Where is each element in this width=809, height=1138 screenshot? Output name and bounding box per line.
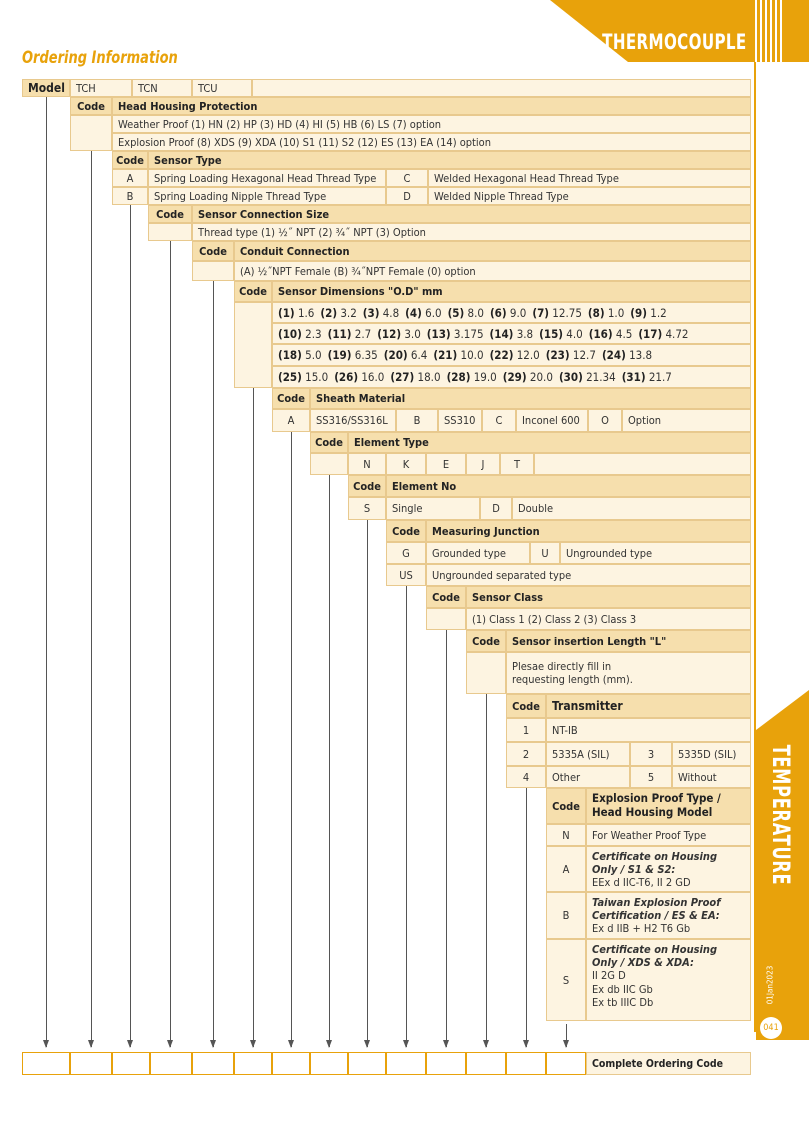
dimension-option: [638, 327, 688, 341]
dimension-value: 6.35: [351, 348, 378, 362]
dimensions-row: [272, 323, 751, 344]
option-label: Ungrounded type: [560, 542, 751, 564]
dimensions-title: Sensor Dimensions "O.D" mm: [272, 281, 751, 302]
dimension-value: 19.0: [470, 370, 497, 384]
blank-cell: [534, 453, 751, 475]
dimension-code: (7): [532, 305, 549, 320]
code-box[interactable]: [546, 1052, 586, 1075]
option-code: 5: [630, 766, 672, 788]
option-code: 3: [630, 742, 672, 766]
dimension-code: (10): [278, 326, 302, 341]
dimension-option: [503, 370, 553, 384]
banner-stripes: [755, 0, 785, 62]
dimension-option: [278, 306, 314, 320]
option-label: Spring Loading Hexagonal Head Thread Type: [148, 169, 386, 187]
sheath-title: Sheath Material: [310, 388, 751, 409]
dimension-option: [539, 327, 583, 341]
dimension-code: (14): [489, 326, 514, 341]
option-code: B: [112, 187, 148, 205]
dimension-value: 12.0: [513, 348, 540, 362]
model-option: TCN: [132, 79, 192, 97]
dimension-option: [328, 327, 372, 341]
option-detail: [586, 846, 751, 892]
dimension-value: 3.0: [401, 326, 421, 341]
blank-cell: [310, 453, 348, 475]
option-label: Grounded type: [426, 542, 530, 564]
down-arrow: [253, 388, 254, 1047]
dimension-code: (6): [489, 305, 507, 320]
right-divider: [754, 62, 756, 1032]
code-box[interactable]: [70, 1052, 112, 1075]
code-box[interactable]: [466, 1052, 506, 1075]
code-box[interactable]: [112, 1052, 150, 1075]
sensor-class-title: Sensor Class: [466, 586, 751, 608]
code-header: Code: [426, 586, 466, 608]
down-arrow: [329, 475, 330, 1047]
dimension-option: [328, 348, 378, 362]
dimension-code: (5): [447, 305, 465, 320]
dimension-option: [320, 306, 356, 320]
sidebar-date: 01Jan2023: [765, 965, 775, 1005]
option-label: For Weather Proof Type: [586, 824, 751, 846]
dimension-code: (27): [390, 370, 415, 384]
dimension-value: 2.7: [351, 326, 372, 341]
dimension-option: [363, 306, 399, 320]
dimension-code: (25): [278, 370, 302, 384]
code-header: Code: [506, 694, 546, 718]
model-label: Model: [22, 79, 70, 97]
option-code: 2: [506, 742, 546, 766]
option-code: S: [546, 939, 586, 1021]
banner-title: THERMOCOUPLE: [602, 30, 747, 54]
dimension-code: (21): [433, 348, 458, 362]
sensor-class-row: (1) Class 1 (2) Class 2 (3) Class 3: [466, 608, 751, 630]
dimensions-row: [272, 302, 751, 323]
code-box[interactable]: [348, 1052, 386, 1075]
dimension-value: 20.0: [526, 370, 553, 384]
option-code: B: [396, 409, 438, 432]
option-label: Welded Hexagonal Head Thread Type: [428, 169, 751, 187]
down-arrow: [130, 205, 131, 1047]
code-box[interactable]: [506, 1052, 546, 1075]
dimension-value: 18.0: [414, 370, 441, 384]
down-arrow: [91, 151, 92, 1047]
dimension-value: 4.0: [563, 326, 583, 341]
page-number: 041: [760, 1017, 782, 1039]
option-line: Ex tb IIIC Db: [592, 995, 654, 1009]
option-code: S: [348, 497, 386, 520]
dimension-code: (17): [638, 326, 663, 341]
dimension-option: [532, 306, 582, 320]
down-arrow: [566, 1024, 567, 1047]
dimension-code: (3): [362, 305, 380, 320]
dimension-code: (22): [489, 348, 514, 362]
dimension-value: 10.0: [457, 348, 484, 362]
dimension-option: [377, 327, 421, 341]
head-housing-row: Explosion Proof (8) XDS (9) XDA (10) S1 (11) S2 (12) ES (13) EA (14) option: [112, 133, 751, 151]
option-code: N: [546, 824, 586, 846]
blank-cell: [192, 261, 234, 281]
down-arrow: [486, 694, 487, 1047]
dimension-option: [447, 370, 497, 384]
option-code: G: [386, 542, 426, 564]
dimension-value: 8.0: [464, 305, 484, 320]
dimension-option: [588, 306, 624, 320]
option-title: Certificate on Housing Only / XDS & XDA:: [592, 943, 718, 970]
dimension-value: 13.8: [625, 348, 653, 362]
dimension-code: (29): [502, 370, 527, 384]
element-type-option: K: [386, 453, 426, 475]
dimension-value: 9.0: [506, 305, 527, 320]
dimension-value: 3.8: [513, 326, 534, 341]
code-header: Code: [272, 388, 310, 409]
option-code: O: [588, 409, 622, 432]
dimension-option: [390, 370, 440, 384]
code-header: Code: [386, 520, 426, 542]
code-header: Code: [192, 241, 234, 261]
dimension-option: [278, 370, 328, 384]
option-label: NT-IB: [546, 718, 751, 742]
explosion-title: Explosion Proof Type / Head Housing Model: [586, 788, 751, 824]
dimension-code: (28): [446, 370, 471, 384]
dimension-code: (12): [377, 326, 402, 341]
code-header: Code: [348, 475, 386, 497]
dimension-option: [278, 348, 322, 362]
option-label: Ungrounded separated type: [426, 564, 751, 586]
down-arrow: [170, 241, 171, 1047]
option-label: Spring Loading Nipple Thread Type: [148, 187, 386, 205]
dimension-option: [546, 348, 596, 362]
option-code: U: [530, 542, 560, 564]
option-code: C: [482, 409, 516, 432]
option-line: EEx d IIC-T6, II 2 GD: [592, 876, 691, 890]
option-title: Taiwan Explosion Proof Certification / ES & EA:: [592, 896, 721, 923]
element-no-title: Element No: [386, 475, 751, 497]
dimension-value: 4.5: [612, 326, 633, 341]
model-option: TCH: [70, 79, 132, 97]
dimension-option: [622, 370, 672, 384]
option-label: Other: [546, 766, 630, 788]
dimension-code: (24): [601, 348, 626, 362]
option-line: Ex db IIC Gb: [592, 982, 653, 996]
element-type-option: J: [466, 453, 500, 475]
down-arrow: [406, 586, 407, 1047]
dimension-value: 4.8: [379, 305, 400, 320]
option-label: 5335A (SIL): [546, 742, 630, 766]
option-code: A: [112, 169, 148, 187]
down-arrow: [213, 281, 214, 1047]
code-box[interactable]: [426, 1052, 466, 1075]
model-option: TCU: [192, 79, 252, 97]
element-type-option: T: [500, 453, 534, 475]
option-code: A: [546, 846, 586, 892]
dimension-code: (20): [383, 348, 408, 362]
code-header: Code: [148, 205, 192, 223]
dimension-code: (16): [588, 326, 613, 341]
code-header: Code: [466, 630, 506, 652]
option-code: D: [386, 187, 428, 205]
dimension-value: 3.175: [450, 326, 484, 341]
dimensions-row: [272, 366, 751, 388]
dimension-code: (11): [327, 326, 352, 341]
code-box[interactable]: [22, 1052, 70, 1075]
junction-title: Measuring Junction: [426, 520, 751, 542]
dimension-option: [405, 306, 441, 320]
down-arrow: [526, 788, 527, 1047]
sidebar-category: TEMPERATURE: [767, 744, 795, 886]
dimension-option: [589, 327, 633, 341]
option-code: A: [272, 409, 310, 432]
element-type-option: N: [348, 453, 386, 475]
option-line: Ex d IIB + H2 T6 Gb: [592, 922, 691, 936]
code-box[interactable]: [386, 1052, 426, 1075]
conduit-title: Conduit Connection: [234, 241, 751, 261]
dimension-code: (26): [334, 370, 359, 384]
dimension-value: 21.7: [645, 370, 672, 384]
code-header: Code: [70, 97, 112, 115]
transmitter-title: Transmitter: [546, 694, 751, 718]
code-header: Code: [234, 281, 272, 302]
dimension-value: 1.0: [604, 305, 625, 320]
option-label: Without: [672, 766, 751, 788]
blank-cell: [148, 223, 192, 241]
option-detail: [586, 892, 751, 939]
dimension-value: 12.7: [569, 348, 596, 362]
code-box[interactable]: [234, 1052, 272, 1075]
page-heading: Ordering Information: [22, 48, 178, 68]
dimension-option: [433, 348, 483, 362]
dimension-code: (19): [327, 348, 352, 362]
head-housing-row: Weather Proof (1) HN (2) HP (3) HD (4) HI (5) HB (6) LS (7) option: [112, 115, 751, 133]
insertion-row: Plesae directly fill in requesting length (mm).: [506, 652, 751, 694]
code-header: Code: [112, 151, 148, 169]
code-box[interactable]: [150, 1052, 192, 1075]
option-label: Single: [386, 497, 480, 520]
blank-cell: [70, 115, 112, 151]
option-code: B: [546, 892, 586, 939]
option-label: Double: [512, 497, 751, 520]
dimensions-row: [272, 344, 751, 366]
down-arrow: [446, 630, 447, 1047]
code-box[interactable]: [310, 1052, 348, 1075]
dimension-option: [630, 306, 666, 320]
dimension-code: (30): [558, 370, 583, 384]
blank-cell: [234, 302, 272, 388]
dimension-value: 6.0: [421, 305, 442, 320]
dimension-option: [490, 327, 534, 341]
dimension-value: 5.0: [301, 348, 322, 362]
option-line: II 2G D: [592, 969, 626, 983]
dimension-option: [427, 327, 484, 341]
sensor-type-title: Sensor Type: [148, 151, 751, 169]
dimension-value: 1.2: [646, 305, 667, 320]
dimension-value: 4.72: [662, 326, 689, 341]
dimension-code: (23): [545, 348, 570, 362]
option-code: 4: [506, 766, 546, 788]
dimension-option: [602, 348, 652, 362]
dimension-code: (9): [630, 305, 647, 320]
dimension-value: 16.0: [358, 370, 385, 384]
option-label: Welded Nipple Thread Type: [428, 187, 751, 205]
dimension-value: 12.75: [549, 305, 582, 320]
dimension-value: 15.0: [301, 370, 329, 384]
code-box[interactable]: [272, 1052, 310, 1075]
model-spacer: [252, 79, 751, 97]
blank-cell: [426, 608, 466, 630]
dimension-code: (2): [320, 305, 338, 320]
dimension-option: [334, 370, 384, 384]
dimension-option: [384, 348, 428, 362]
element-type-title: Element Type: [348, 432, 751, 453]
option-code: US: [386, 564, 426, 586]
head-housing-title: Head Housing Protection: [112, 97, 751, 115]
code-header: Code: [546, 788, 586, 824]
down-arrow: [46, 97, 47, 1047]
dimension-option: [490, 306, 526, 320]
dimension-option: [448, 306, 484, 320]
option-title: Certificate on Housing Only / S1 & S2:: [592, 850, 718, 877]
option-code: C: [386, 169, 428, 187]
conduit-row: (A) ½˝NPT Female (B) ¾˝NPT Female (0) option: [234, 261, 751, 281]
dimension-code: (13): [426, 326, 451, 341]
option-label: SS316/SS316L: [310, 409, 396, 432]
element-type-option: E: [426, 453, 466, 475]
insertion-title: Sensor insertion Length "L": [506, 630, 751, 652]
option-code: 1: [506, 718, 546, 742]
option-label: Inconel 600: [516, 409, 588, 432]
dimension-code: (31): [621, 370, 646, 384]
option-label: SS310: [438, 409, 482, 432]
dimension-option: [559, 370, 616, 384]
dimension-code: (15): [539, 326, 563, 341]
dimension-code: (1): [278, 305, 295, 320]
dimension-code: (4): [405, 305, 422, 320]
dimension-value: 1.6: [294, 305, 315, 320]
dimension-value: 21.34: [582, 370, 616, 384]
dimension-code: (8): [587, 305, 605, 320]
connection-size-row: Thread type (1) ½˝ NPT (2) ¾˝ NPT (3) Option: [192, 223, 751, 241]
option-code: D: [480, 497, 512, 520]
option-label: Option: [622, 409, 751, 432]
code-header: Code: [310, 432, 348, 453]
dimension-option: [278, 327, 322, 341]
complete-ordering-code-label: Complete Ordering Code: [586, 1052, 751, 1075]
down-arrow: [367, 520, 368, 1047]
dimension-option: [490, 348, 540, 362]
code-box[interactable]: [192, 1052, 234, 1075]
dimension-code: (18): [278, 348, 302, 362]
blank-cell: [466, 652, 506, 694]
option-detail: [586, 939, 751, 1021]
connection-size-title: Sensor Connection Size: [192, 205, 751, 223]
option-label: 5335D (SIL): [672, 742, 751, 766]
dimension-value: 3.2: [337, 305, 357, 320]
dimension-value: 6.4: [407, 348, 428, 362]
down-arrow: [291, 432, 292, 1047]
dimension-value: 2.3: [301, 326, 322, 341]
